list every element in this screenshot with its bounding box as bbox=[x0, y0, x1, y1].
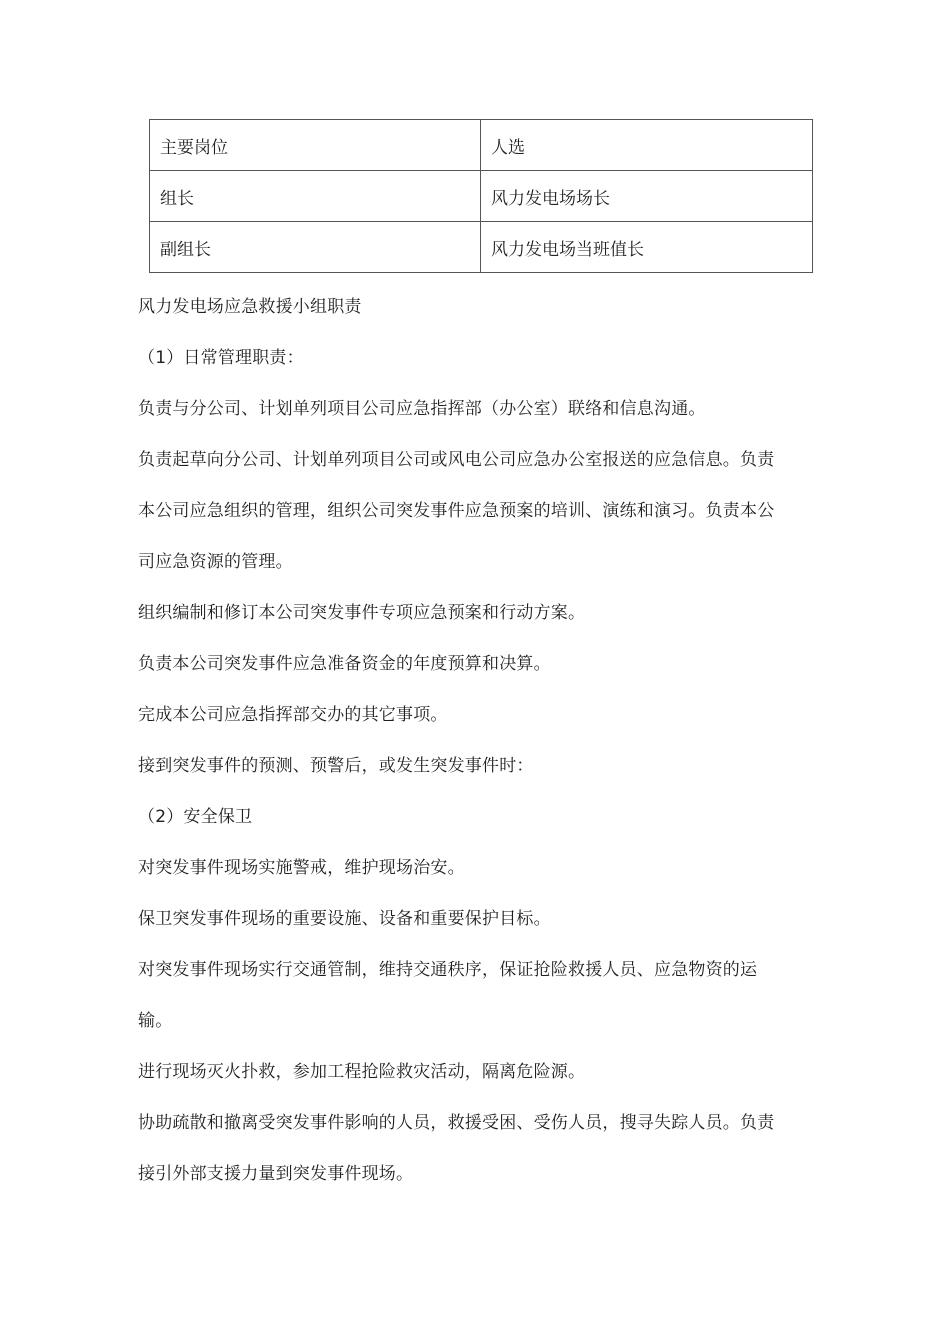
paragraph-line: 完成本公司应急指挥部交办的其它事项。 bbox=[138, 705, 448, 725]
table-header-row bbox=[150, 120, 813, 171]
table-cell: 组长 bbox=[150, 171, 481, 222]
subsection-heading: （1）日常管理职责： bbox=[138, 348, 304, 368]
paragraph-line: 本公司应急组织的管理，组织公司突发事件应急预案的培训、演练和演习。负责本公 bbox=[138, 501, 775, 521]
paragraph-line: 对突发事件现场实施警戒，维护现场治安。 bbox=[138, 858, 465, 878]
paragraph-line: 接到突发事件的预测、预警后，或发生突发事件时： bbox=[138, 756, 534, 776]
table-header-cell: 人选 bbox=[481, 120, 813, 171]
table-cell: 风力发电场当班值长 bbox=[481, 222, 813, 273]
section-title: 风力发电场应急救援小组职责 bbox=[138, 297, 362, 317]
table-row bbox=[150, 171, 813, 222]
subsection-heading: （2）安全保卫 bbox=[138, 807, 253, 827]
table-row bbox=[150, 222, 813, 273]
paragraph-line: 接引外部支援力量到突发事件现场。 bbox=[138, 1164, 414, 1184]
paragraph-line: 保卫突发事件现场的重要设施、设备和重要保护目标。 bbox=[138, 909, 551, 929]
paragraph-line: 协助疏散和撤离受突发事件影响的人员，救援受困、受伤人员，搜寻失踪人员。负责 bbox=[138, 1113, 775, 1133]
paragraph-line: 负责起草向分公司、计划单列项目公司或风电公司应急办公室报送的应急信息。负责 bbox=[138, 450, 775, 470]
table-cell: 副组长 bbox=[150, 222, 481, 273]
paragraph-line: 司应急资源的管理。 bbox=[138, 552, 293, 572]
paragraph-line: 负责本公司突发事件应急准备资金的年度预算和决算。 bbox=[138, 654, 551, 674]
paragraph-line: 输。 bbox=[138, 1011, 173, 1031]
table-header-cell: 主要岗位 bbox=[150, 120, 481, 171]
roles-table bbox=[149, 119, 813, 273]
table-cell: 风力发电场场长 bbox=[481, 171, 813, 222]
paragraph-line: 组织编制和修订本公司突发事件专项应急预案和行动方案。 bbox=[138, 603, 586, 623]
paragraph-line: 进行现场灭火扑救，参加工程抢险救灾活动，隔离危险源。 bbox=[138, 1062, 586, 1082]
paragraph-line: 对突发事件现场实行交通管制，维持交通秩序，保证抢险救援人员、应急物资的运 bbox=[138, 960, 758, 980]
document-body bbox=[138, 282, 828, 1200]
paragraph-line: 负责与分公司、计划单列项目公司应急指挥部（办公室）联络和信息沟通。 bbox=[138, 399, 706, 419]
